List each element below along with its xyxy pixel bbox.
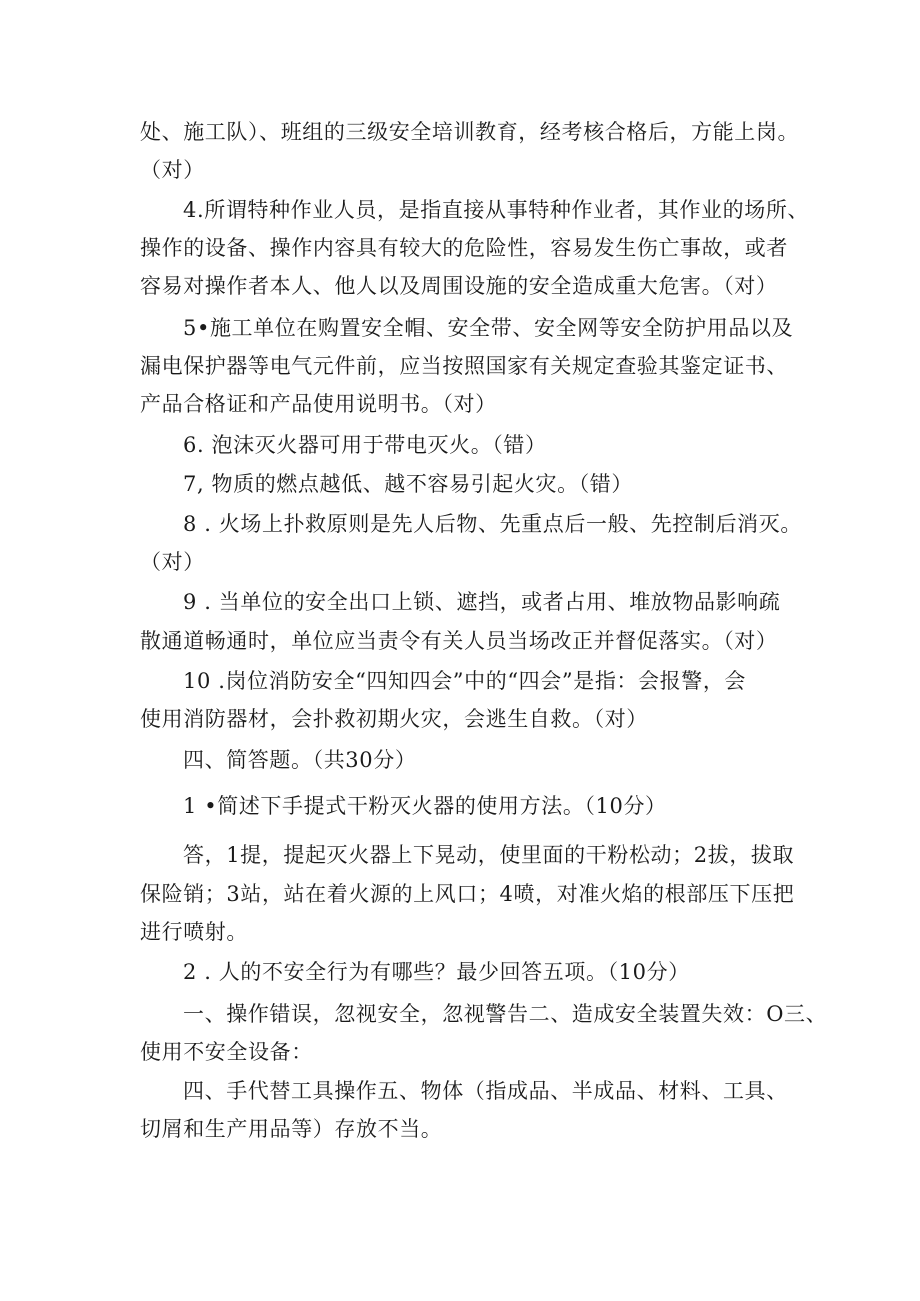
question-6: 6. 泡沫灭火器可用于带电灭火。（错） (183, 433, 547, 457)
text-line-2: （对） (140, 158, 205, 182)
short-answer-1-line-1: 答，1提，提起灭火器上下晃动，使里面的干粉松动；2拔，拔取 (183, 843, 795, 867)
text-line-1: 处、施工队）、班组的三级安全培训教育，经考核合格后，方能上岗。 (140, 120, 800, 144)
short-answer-1-line-2: 保险销；3站，站在着火源的上风口；4喷，对准火焰的根部压下压把 (140, 882, 795, 906)
short-answer-2-line-3: 四、手代替工具操作五、物体（指成品、半成品、材料、工具、 (183, 1079, 788, 1103)
question-9-line-1: 9 . 当单位的安全出口上锁、遮挡，或者占用、堆放物品影响疏 (183, 590, 781, 614)
question-10-line-1: 10 .岗位消防安全“四知四会”中的“四会”是指：会报警，会 (183, 669, 747, 693)
short-answer-2-line-4: 切屑和生产用品等）存放不当。 (140, 1117, 443, 1141)
section-heading: 四、简答题。（共30分） (183, 748, 417, 772)
question-8-line-1: 8 . 火场上扑救原则是先人后物、先重点后一般、先控制后消灭。 (183, 512, 802, 536)
question-5-line-3: 产品合格证和产品使用说明书。（对） (140, 392, 497, 416)
question-7: 7, 物质的燃点越低、越不容易引起火灾。（错） (183, 472, 634, 496)
question-5-line-2: 漏电保护器等电气元件前，应当按照国家有关规定查验其鉴定证书、 (140, 354, 788, 378)
short-answer-2-question: 2 . 人的不安全行为有哪些？最少回答五项。（10分） (183, 960, 690, 984)
question-8-line-2: （对） (140, 550, 205, 574)
short-answer-1-question: 1 •简述下手提式干粉灭火器的使用方法。（10分） (183, 794, 667, 818)
question-9-line-2: 散通道畅通时，单位应当责令有关人员当场改正并督促落实。（对） (140, 629, 778, 653)
short-answer-2-line-1: 一、操作错误，忽视安全，忽视警告二、造成安全装置失效：O三、 (183, 1002, 828, 1026)
question-10-line-2: 使用消防器材，会扑救初期火灾，会逃生自救。（对） (140, 707, 648, 731)
short-answer-1-line-3: 进行喷射。 (140, 920, 248, 944)
question-4-line-3: 容易对操作者本人、他人以及周围设施的安全造成重大危害。（对） (140, 274, 778, 298)
question-5-line-1: 5•施工单位在购置安全帽、安全带、安全网等安全防护用品以及 (183, 316, 794, 340)
question-4-line-2: 操作的设备、操作内容具有较大的危险性，容易发生伤亡事故，或者 (140, 236, 788, 260)
question-4-line-1: 4.所谓特种作业人员，是指直接从事特种作业者，其作业的场所、 (183, 198, 810, 222)
short-answer-2-line-2: 使用不安全设备： (140, 1040, 313, 1064)
